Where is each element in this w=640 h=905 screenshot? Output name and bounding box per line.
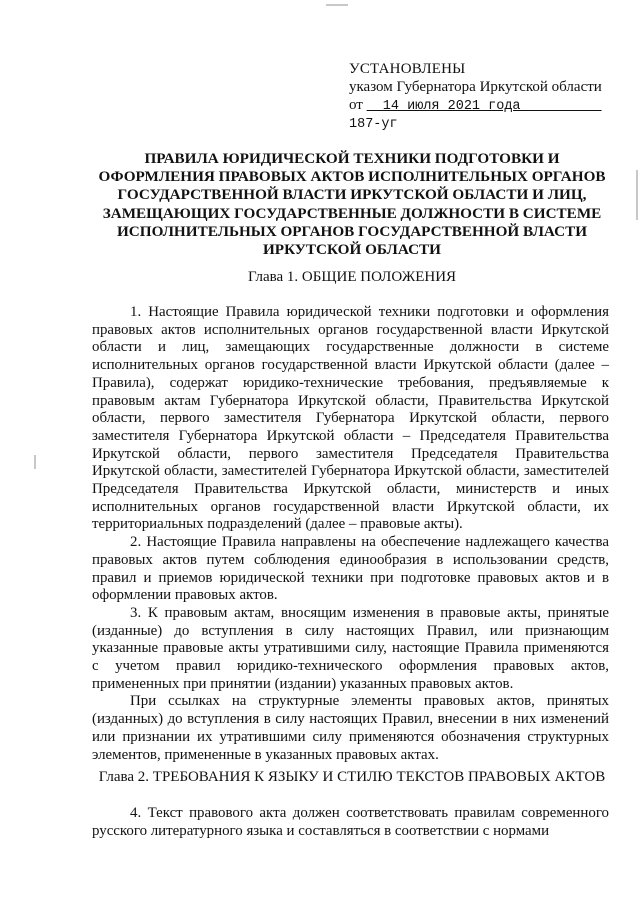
paragraph-4: 4. Текст правового акта должен соответствовать правилам современного русского литературного языка и составляться в соответствии с нормами: [92, 805, 609, 839]
approval-stamp: [349, 60, 619, 134]
scan-artifact: [34, 455, 36, 469]
scan-artifact: [326, 4, 348, 6]
stamp-approved-label: УСТАНОВЛЕНЫ: [349, 61, 466, 77]
stamp-date-value: 14 июля 2021 года: [366, 99, 602, 114]
stamp-decree-line: указом Губернатора Иркутской области: [349, 79, 602, 95]
stamp-date-line: [349, 96, 619, 116]
paragraph-3: 3. К правовым актам, вносящим изменения в правовые акты, принятые (изданные) до вступления в силу настоящих Правил, или признающим указанные правовые акты утратившими силу, настоящие Правила применяются с учетом правил юридико-технического оформления правовых актов, примененных при принятии (издании) указанных правовых актов.: [92, 604, 609, 692]
stamp-decree-number: 187-уг: [349, 117, 398, 132]
paragraph-1: 1. Настоящие Правила юридической техники подготовки и оформления правовых актов исполнительных органов государственной власти Иркутской области и лиц, замещающих государственные должности в системе исполнительных органов государственной власти Иркутской области (далее – Правила), содержат юридико-технические требования, предъявляемые к правовым актам Губернатора Иркутской области, Правительства Иркутской области, первого заместителя Губернатора Иркутской области, первого заместителя Губернатора Иркутской области – Председателя Правительства Иркутской области, первого заместителя Председателя Правительства Иркутской области, заместителей Губернатора Иркутской области, заместителей Председателя Правительства Иркутской области, министерств и иных исполнительных органов государственной власти Иркутской области, их территориальных подразделений (далее – правовые акты).: [92, 304, 609, 533]
chapter-1-body: [92, 304, 609, 764]
chapter-1-heading: Глава 1. ОБЩИЕ ПОЛОЖЕНИЯ: [247, 269, 457, 285]
scan-artifact: [636, 170, 638, 220]
document-title: ПРАВИЛА ЮРИДИЧЕСКОЙ ТЕХНИКИ ПОДГОТОВКИ И ОФОРМЛЕНИЯ ПРАВОВЫХ АКТОВ ИСПОЛНИТЕЛЬНЫХ ОРГАНОВ ГОСУДАРСТВЕННОЙ ВЛАСТИ ИРКУТСКОЙ ОБЛАСТИ И ЛИЦ, ЗАМЕЩАЮЩИХ ГОСУДАРСТВЕННЫЕ ДОЛЖНОСТИ В СИСТЕМЕ ИСПОЛНИТЕЛЬНЫХ ОРГАНОВ ГОСУДАРСТВЕННОЙ ВЛАСТИ ИРКУТСКОЙ ОБЛАСТИ: [98, 150, 606, 259]
paragraph-3-note: При ссылках на структурные элементы правовых актов, принятых (изданных) до вступления в силу настоящих Правил, внесении в них изменений или признании их утратившими силу применяются обозначения структурных элементов, примененные в указанных правовых актах.: [92, 693, 609, 763]
stamp-date-prefix: от: [349, 97, 363, 113]
chapter-2-body: [92, 805, 609, 840]
paragraph-2: 2. Настоящие Правила направлены на обеспечение надлежащего качества правовых актов путем соблюдения единообразия в использовании средств, правил и приемов юридической техники при подготовке правовых актов и в оформлении правовых актов.: [92, 534, 609, 604]
chapter-2-heading: Глава 2. ТРЕБОВАНИЯ К ЯЗЫКУ И СТИЛЮ ТЕКСТОВ ПРАВОВЫХ АКТОВ: [98, 769, 606, 785]
